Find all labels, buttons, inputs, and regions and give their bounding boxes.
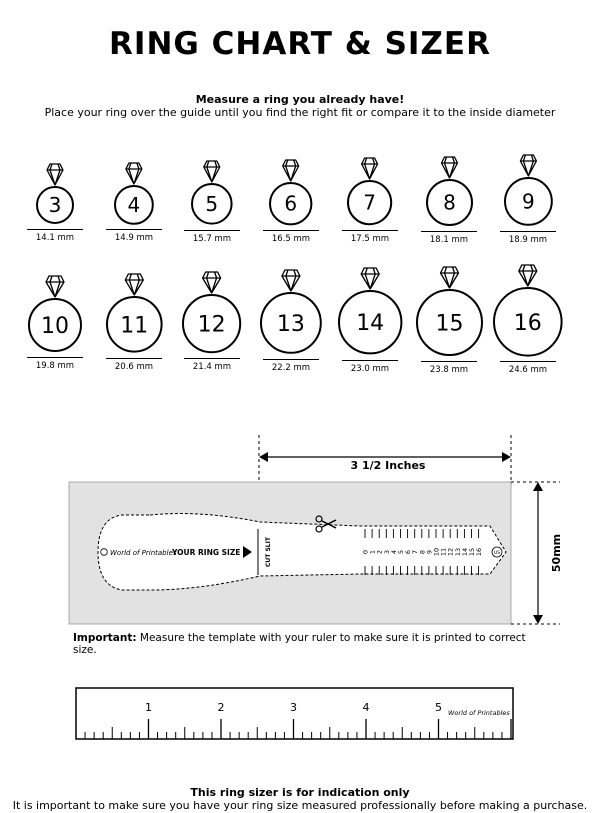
- ring-divider: [263, 359, 319, 360]
- sizer-scale-number: 11: [439, 547, 448, 557]
- sizer-scale-number: 7: [411, 549, 420, 555]
- diamond-icon: [204, 161, 220, 182]
- cut-slit-label: CUT SLIT: [265, 537, 272, 567]
- sizer-scale-number: 0: [361, 549, 370, 555]
- sizer-scale-number: 4: [389, 549, 398, 555]
- ring-diameter-label: 21.4 mm: [192, 362, 232, 373]
- ring-sizer-template: [0, 430, 600, 630]
- diamond-icon: [203, 272, 221, 293]
- ring-diameter-label: 24.6 mm: [508, 365, 548, 376]
- arrow-up-icon: [533, 482, 543, 491]
- ring-divider: [500, 361, 556, 362]
- important-text: Measure the template with your ruler to make sure it is printed to correct size.: [73, 632, 526, 656]
- ring-diameter-label: 18.9 mm: [508, 234, 548, 245]
- ring-divider: [106, 229, 162, 230]
- sizer-scale-number: 13: [453, 547, 462, 557]
- ring-6: [266, 155, 315, 230]
- ring-14: [335, 263, 405, 359]
- important-note: [73, 632, 543, 656]
- ring-11: [103, 269, 166, 358]
- ring-size-number: 3: [48, 193, 62, 217]
- sizer-scale-number: 10: [432, 547, 441, 557]
- ring-size-number: 7: [363, 190, 377, 215]
- diamond-icon: [282, 270, 300, 291]
- ring-10: [25, 271, 85, 357]
- ruler-number: 3: [290, 701, 297, 714]
- ring-diameter-label: 14.9 mm: [114, 233, 154, 244]
- ring-divider: [421, 361, 477, 362]
- ring-divider: [27, 357, 83, 358]
- ring-divider: [342, 230, 398, 231]
- diamond-icon: [519, 265, 537, 286]
- ring-divider: [184, 358, 240, 359]
- ruler-brand: World of Printables: [448, 709, 510, 717]
- ring-size-number: 15: [435, 311, 463, 336]
- ring-diameter-label: 22.2 mm: [271, 363, 311, 374]
- intro-text: Place your ring over the guide until you find the right fit or compare it to the inside diameter: [44, 106, 556, 119]
- diamond-icon: [283, 160, 299, 181]
- sizer-scale-number: 2: [375, 549, 384, 555]
- ring-12: [179, 267, 244, 358]
- ring-diameter-label: 23.0 mm: [350, 363, 390, 374]
- ring-size-number: 8: [442, 190, 456, 214]
- ring-divider: [263, 230, 319, 231]
- sizer-scale-number: 15: [468, 547, 476, 557]
- ruler: [0, 685, 600, 745]
- ring-size-chart: [0, 140, 600, 380]
- diamond-icon: [362, 158, 378, 179]
- ring-3: [33, 159, 77, 229]
- ring-diameter-label: 19.8 mm: [35, 361, 75, 371]
- ruler-number: 4: [362, 701, 370, 714]
- ring-size-number: 9: [521, 189, 535, 214]
- ruler-number: 1: [145, 701, 152, 714]
- ring-15: [413, 262, 486, 361]
- brand-text: World of Printables: [110, 549, 177, 557]
- ruler-number: 5: [435, 701, 442, 714]
- arrow-left-icon: [259, 452, 268, 462]
- diamond-icon: [441, 157, 457, 178]
- ring-divider: [421, 231, 477, 232]
- ring-divider: [184, 230, 240, 231]
- your-ring-size-label: YOUR RING SIZE: [172, 548, 241, 557]
- ring-size-number: 6: [284, 191, 298, 216]
- arrow-right-icon: [502, 452, 511, 462]
- ring-divider: [106, 358, 162, 359]
- sizer-scale-number: 16: [475, 547, 484, 557]
- sizer-scale-number: 6: [404, 549, 413, 555]
- sizer-scale-number: 8: [418, 549, 427, 555]
- diamond-icon: [520, 155, 536, 176]
- width-label: 3 1/2 Inches: [350, 459, 426, 472]
- ring-13: [257, 265, 325, 359]
- ring-size-number: 10: [41, 314, 69, 339]
- ring-diameter-label: 17.5 mm: [350, 234, 390, 245]
- diamond-icon: [361, 268, 379, 289]
- intro-heading: Measure a ring you already have!: [195, 93, 405, 106]
- ring-diameter-label: 15.7 mm: [192, 233, 232, 244]
- ring-7: [344, 153, 395, 230]
- ring-4: [111, 158, 157, 230]
- sizer-scale-number: 5: [397, 549, 405, 555]
- sizer-scale-number: 9: [425, 549, 434, 555]
- diamond-icon: [440, 267, 458, 288]
- sizer-scale-number: 14: [460, 547, 469, 557]
- ring-5: [188, 156, 236, 230]
- ring-9: [501, 150, 556, 231]
- ring-size-number: 4: [127, 192, 141, 217]
- ring-diameter-label: 18.1 mm: [429, 234, 469, 245]
- ring-diameter-label: 16.5 mm: [271, 233, 311, 244]
- ring-size-number: 16: [513, 310, 542, 336]
- ring-divider: [342, 360, 398, 361]
- diamond-icon: [125, 274, 143, 295]
- ring-diameter-label: 20.6 mm: [114, 361, 154, 372]
- us-badge-label: US: [493, 551, 501, 556]
- sizer-scale-number: 12: [446, 547, 455, 557]
- arrow-down-icon: [533, 615, 543, 624]
- diamond-icon: [126, 163, 142, 184]
- ring-size-number: 5: [205, 191, 219, 216]
- ring-8: [423, 152, 476, 231]
- diamond-icon: [46, 276, 64, 297]
- ring-16: [490, 260, 566, 362]
- page-title: RING CHART & SIZER: [109, 26, 491, 62]
- diamond-icon: [47, 164, 63, 185]
- ring-divider: [500, 231, 556, 232]
- ring-size-number: 12: [197, 312, 226, 338]
- ring-divider: [27, 229, 83, 230]
- footer-text: It is important to make sure you have your ring size measured professionally before making a purchase.: [12, 799, 588, 812]
- ring-size-number: 13: [276, 312, 305, 338]
- ring-diameter-label: 14.1 mm: [35, 233, 75, 243]
- footer-heading: This ring sizer is for indication only: [190, 786, 410, 799]
- important-label: Important:: [73, 632, 137, 644]
- sizer-scale-number: 1: [368, 549, 377, 555]
- ring-size-number: 14: [355, 311, 384, 337]
- ring-size-number: 11: [119, 313, 148, 339]
- ring-diameter-label: 23.8 mm: [429, 364, 469, 375]
- height-label: 50mm: [550, 533, 563, 573]
- ruler-number: 2: [217, 701, 225, 714]
- sizer-scale-number: 3: [382, 549, 391, 555]
